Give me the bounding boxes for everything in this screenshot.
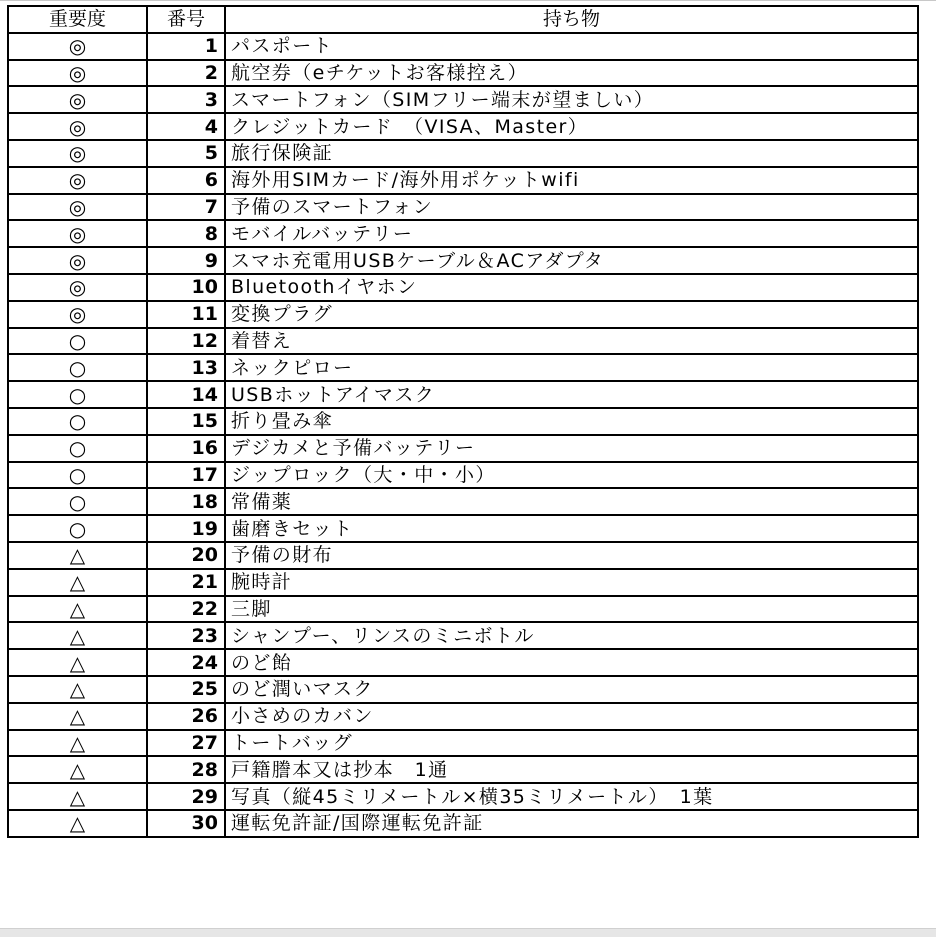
item-cell: のど潤いマスク	[225, 676, 918, 703]
table-row	[8, 140, 918, 167]
importance-cell: ◎	[8, 220, 147, 247]
number-cell: 21	[147, 569, 225, 596]
item-cell: トートバッグ	[225, 730, 918, 757]
number-cell: 5	[147, 140, 225, 167]
importance-cell: ◎	[8, 274, 147, 301]
table-row	[8, 622, 918, 649]
number-cell: 10	[147, 274, 225, 301]
table-row	[8, 542, 918, 569]
item-cell: 小さめのカバン	[225, 703, 918, 730]
table-row	[8, 730, 918, 757]
table-row	[8, 488, 918, 515]
table-row	[8, 810, 918, 837]
importance-cell: ◎	[8, 247, 147, 274]
table-row	[8, 596, 918, 623]
number-cell: 18	[147, 488, 225, 515]
importance-cell: ◎	[8, 194, 147, 221]
number-cell: 16	[147, 435, 225, 462]
item-cell: スマホ充電用USBケーブル＆ACアダプタ	[225, 247, 918, 274]
item-cell: 写真（縦45ミリメートル×横35ミリメートル） 1葉	[225, 783, 918, 810]
table-row	[8, 354, 918, 381]
item-cell: 変換プラグ	[225, 301, 918, 328]
table-header-row	[8, 6, 918, 33]
importance-cell: ○	[8, 328, 147, 355]
importance-cell: △	[8, 756, 147, 783]
table-row	[8, 515, 918, 542]
number-cell: 19	[147, 515, 225, 542]
table-row	[8, 783, 918, 810]
item-cell: USBホットアイマスク	[225, 381, 918, 408]
importance-cell: △	[8, 542, 147, 569]
number-cell: 25	[147, 676, 225, 703]
importance-cell: △	[8, 783, 147, 810]
importance-cell: △	[8, 649, 147, 676]
importance-cell: ○	[8, 515, 147, 542]
table-row	[8, 247, 918, 274]
table-row	[8, 676, 918, 703]
table-row	[8, 328, 918, 355]
item-cell: デジカメと予備バッテリー	[225, 435, 918, 462]
item-cell: ネックピロー	[225, 354, 918, 381]
packing-list-table	[7, 5, 919, 838]
header-item: 持ち物	[225, 6, 918, 33]
item-cell: 折り畳み傘	[225, 408, 918, 435]
table-row	[8, 274, 918, 301]
importance-cell: ○	[8, 462, 147, 489]
table-row	[8, 756, 918, 783]
importance-cell: ◎	[8, 140, 147, 167]
header-number: 番号	[147, 6, 225, 33]
table-row	[8, 462, 918, 489]
importance-cell: ○	[8, 435, 147, 462]
importance-cell: ◎	[8, 301, 147, 328]
number-cell: 1	[147, 33, 225, 60]
importance-cell: △	[8, 596, 147, 623]
item-cell: 歯磨きセット	[225, 515, 918, 542]
importance-cell: ◎	[8, 33, 147, 60]
number-cell: 13	[147, 354, 225, 381]
importance-cell: ◎	[8, 113, 147, 140]
item-cell: のど飴	[225, 649, 918, 676]
number-cell: 20	[147, 542, 225, 569]
item-cell: Bluetoothイヤホン	[225, 274, 918, 301]
table-row	[8, 86, 918, 113]
item-cell: 常備薬	[225, 488, 918, 515]
number-cell: 12	[147, 328, 225, 355]
importance-cell: ○	[8, 354, 147, 381]
item-cell: スマートフォン（SIMフリー端末が望ましい）	[225, 86, 918, 113]
number-cell: 8	[147, 220, 225, 247]
number-cell: 6	[147, 167, 225, 194]
importance-cell: ◎	[8, 60, 147, 87]
table-row	[8, 703, 918, 730]
number-cell: 23	[147, 622, 225, 649]
top-border-line	[0, 0, 936, 1]
number-cell: 3	[147, 86, 225, 113]
number-cell: 4	[147, 113, 225, 140]
table-row	[8, 167, 918, 194]
importance-cell: △	[8, 569, 147, 596]
table-row	[8, 113, 918, 140]
number-cell: 26	[147, 703, 225, 730]
item-cell: 着替え	[225, 328, 918, 355]
number-cell: 22	[147, 596, 225, 623]
table-row	[8, 301, 918, 328]
table-row	[8, 194, 918, 221]
item-cell: 戸籍謄本又は抄本 1通	[225, 756, 918, 783]
item-cell: 海外用SIMカード/海外用ポケットwifi	[225, 167, 918, 194]
table-row	[8, 381, 918, 408]
number-cell: 9	[147, 247, 225, 274]
number-cell: 28	[147, 756, 225, 783]
importance-cell: ◎	[8, 167, 147, 194]
item-cell: 旅行保険証	[225, 140, 918, 167]
item-cell: 予備のスマートフォン	[225, 194, 918, 221]
table-row	[8, 569, 918, 596]
table-row	[8, 60, 918, 87]
number-cell: 7	[147, 194, 225, 221]
importance-cell: △	[8, 810, 147, 837]
number-cell: 17	[147, 462, 225, 489]
item-cell: モバイルバッテリー	[225, 220, 918, 247]
importance-cell: △	[8, 676, 147, 703]
importance-cell: △	[8, 730, 147, 757]
table-row	[8, 33, 918, 60]
number-cell: 15	[147, 408, 225, 435]
importance-cell: ○	[8, 381, 147, 408]
number-cell: 29	[147, 783, 225, 810]
number-cell: 27	[147, 730, 225, 757]
header-importance: 重要度	[8, 6, 147, 33]
item-cell: 腕時計	[225, 569, 918, 596]
table-row	[8, 435, 918, 462]
item-cell: 予備の財布	[225, 542, 918, 569]
importance-cell: ○	[8, 488, 147, 515]
table-row	[8, 220, 918, 247]
item-cell: シャンプー、リンスのミニボトル	[225, 622, 918, 649]
importance-cell: ○	[8, 408, 147, 435]
item-cell: ジップロック（大・中・小）	[225, 462, 918, 489]
table-row	[8, 649, 918, 676]
number-cell: 30	[147, 810, 225, 837]
item-cell: 運転免許証/国際運転免許証	[225, 810, 918, 837]
importance-cell: ◎	[8, 86, 147, 113]
number-cell: 2	[147, 60, 225, 87]
item-cell: クレジットカード （VISA、Master）	[225, 113, 918, 140]
item-cell: パスポート	[225, 33, 918, 60]
number-cell: 11	[147, 301, 225, 328]
number-cell: 14	[147, 381, 225, 408]
number-cell: 24	[147, 649, 225, 676]
importance-cell: △	[8, 622, 147, 649]
item-cell: 航空券（eチケットお客様控え）	[225, 60, 918, 87]
importance-cell: △	[8, 703, 147, 730]
item-cell: 三脚	[225, 596, 918, 623]
table-row	[8, 408, 918, 435]
